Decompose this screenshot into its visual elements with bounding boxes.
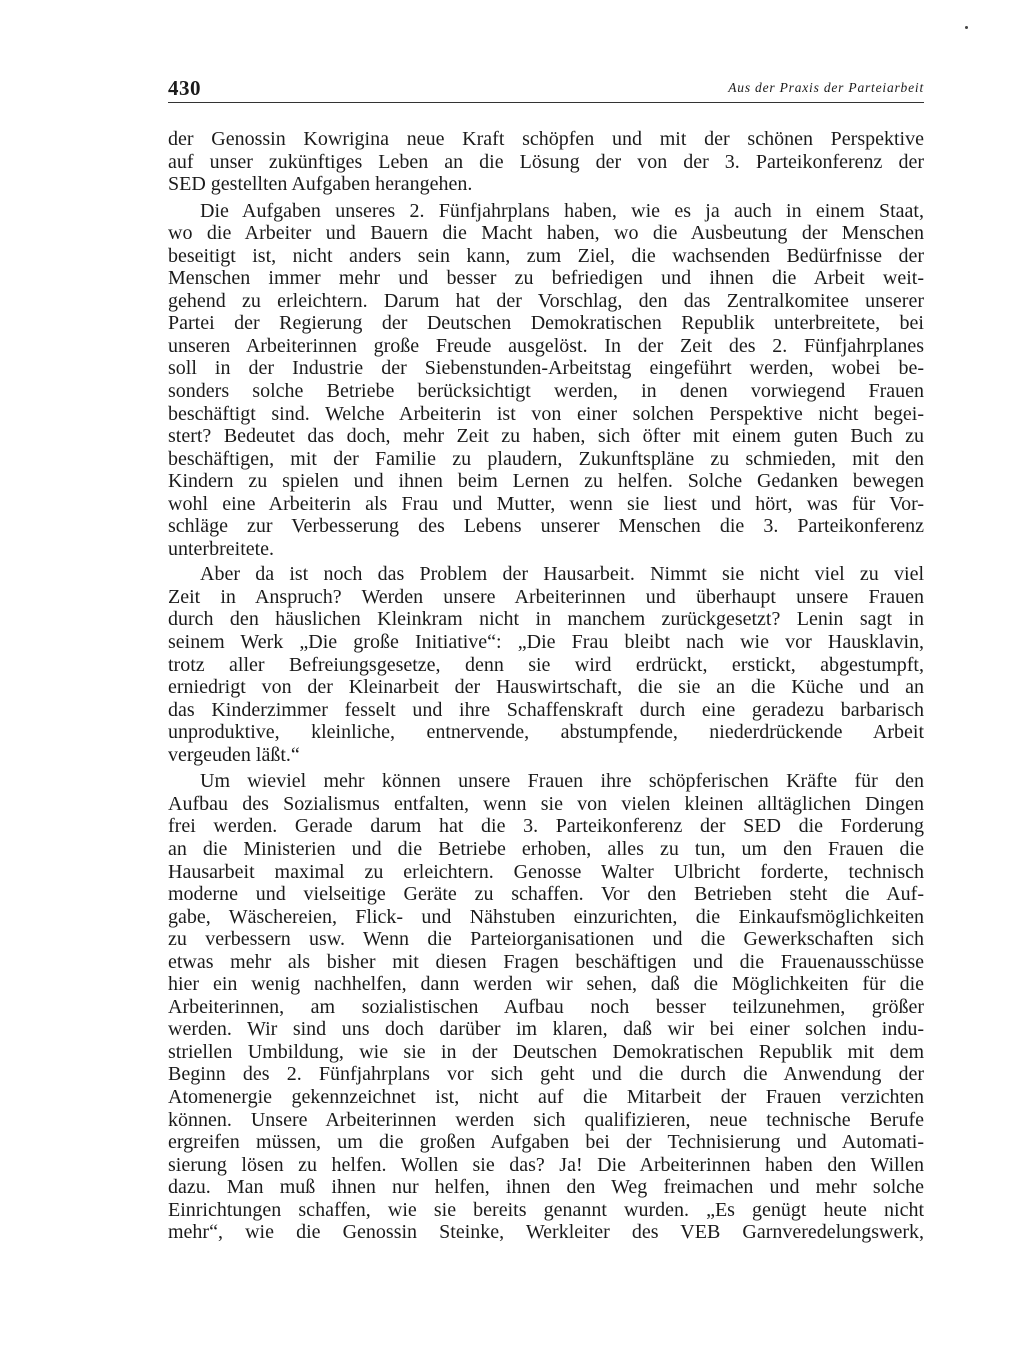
paragraph <box>168 563 924 766</box>
text-line: durch den häuslichen Kleinkram nicht in manchem zurückgesetzt? Lenin sagt in <box>168 608 924 631</box>
text-line: vergeuden läßt.“ <box>168 743 300 766</box>
text-line: schläge zur Verbesserung des Lebens unserer Menschen die 3. Parteikonferenz <box>168 515 924 538</box>
text-line: erniedrigt von der Kleinarbeit der Hauswirtschaft, die sie an die Küche und an <box>168 676 924 699</box>
scan-speck <box>965 26 968 29</box>
text-line: beseitigt ist, nicht anders sein kann, zum Ziel, die wachsenden Bedürfnisse der <box>168 244 924 267</box>
text-line: Hausarbeit maximal zu erleichtern. Genosse Walter Ulbricht forderte, technisch <box>168 860 924 883</box>
paragraph <box>168 128 924 196</box>
text-line: werden. Wir sind uns doch darüber im klaren, daß wir bei einer solchen indu- <box>168 1018 924 1041</box>
text-line: soll in der Industrie der Siebenstunden-Arbeitstag eingeführt werden, wobei be- <box>168 357 924 380</box>
text-line: zu verbessern usw. Wenn die Parteiorganisationen und die Gewerkschaften sich <box>168 928 924 951</box>
text-line: sonders solche Betriebe berücksichtigt werden, in denen vorwiegend Frauen <box>168 380 924 403</box>
text-line: beschäftigen, mit der Familie zu plaudern, Zukunftspläne zu schmieden, mit den <box>168 447 924 470</box>
text-line: auf unser zukünftiges Leben an die Lösung der von der 3. Parteikonferenz der <box>168 150 924 173</box>
text-line: seinem Werk „Die große Initiative“: „Die Frau bleibt nach wie vor Hausklavin, <box>168 631 924 654</box>
text-line: der Genossin Kowrigina neue Kraft schöpfen und mit der schönen Perspektive <box>168 128 924 150</box>
body-text <box>168 128 924 1244</box>
text-line: dazu. Man muß ihnen nur helfen, ihnen den Weg freimachen und mehr solche <box>168 1176 924 1199</box>
text-line: frei werden. Gerade darum hat die 3. Parteikonferenz der SED die Forderung <box>168 815 924 838</box>
text-line: gehend zu erleichtern. Darum hat der Vorschlag, den das Zentralkomitee unserer <box>168 289 924 312</box>
page-header <box>168 72 924 103</box>
text-line: etwas mehr als bisher mit diesen Fragen beschäftigen und die Frauenausschüsse <box>168 950 924 973</box>
text-line: unterbreitete. <box>168 537 275 560</box>
text-line: Einrichtungen schaffen, wie sie bereits genannt wurden. „Es genügt heute nicht <box>168 1198 924 1221</box>
text-line: wo die Arbeiter und Bauern die Macht haben, wo die Ausbeutung der Menschen <box>168 222 924 245</box>
text-line: mehr“, wie die Genossin Steinke, Werkleiter des VEB Garnveredelungswerk, <box>168 1221 924 1244</box>
text-line: Zeit in Anspruch? Werden unsere Arbeiterinnen und überhaupt unsere Frauen <box>168 585 924 608</box>
text-line: sierung lösen zu helfen. Wollen sie das? Ja! Die Arbeiterinnen haben den Willen <box>168 1153 924 1176</box>
text-line: Aber da ist noch das Problem der Hausarbeit. Nimmt sie nicht viel zu viel <box>200 563 924 586</box>
text-line: Atomenergie gekennzeichnet ist, nicht auf die Mitarbeit der Frauen verzichten <box>168 1085 924 1108</box>
text-line: hier ein wenig nachhelfen, dann werden wir sehen, daß die Möglichkeiten für die <box>168 973 924 996</box>
text-line: striellen Umbildung, wie sie in der Deutschen Demokratischen Republik mit dem <box>168 1040 924 1063</box>
text-line: Aufbau des Sozialismus entfalten, wenn sie von vielen kleinen alltäglichen Dingen <box>168 792 924 815</box>
text-line: Die Aufgaben unseres 2. Fünfjahrplans haben, wie es ja auch in einem Staat, <box>200 199 924 222</box>
text-line: Menschen immer mehr und besser zu befriedigen und ihnen die Arbeit weit- <box>168 267 924 290</box>
paragraph <box>168 770 924 1243</box>
text-line: können. Unsere Arbeiterinnen werden sich qualifizieren, neue technische Berufe <box>168 1108 924 1131</box>
paragraph <box>168 200 924 561</box>
text-line: Partei der Regierung der Deutschen Demokratischen Republik unterbreitete, bei <box>168 312 924 335</box>
page-number: 430 <box>168 76 201 100</box>
text-line: beschäftigt sind. Welche Arbeiterin ist von einer solchen Perspektive nicht begei- <box>168 402 924 425</box>
text-line: Arbeiterinnen, am sozialistischen Aufbau noch besser teilzunehmen, größer <box>168 995 924 1018</box>
text-line: Um wieviel mehr können unsere Frauen ihre schöpferischen Kräfte für den <box>200 770 924 793</box>
text-line: stert? Bedeutet das doch, mehr Zeit zu haben, sich öfter mit einem guten Buch zu <box>168 425 924 448</box>
text-line: Kindern zu spielen und ihnen beim Lernen zu helfen. Solche Gedanken bewegen <box>168 470 924 493</box>
text-line: moderne und vielseitige Geräte zu schaffen. Vor den Betrieben steht die Auf- <box>168 883 924 906</box>
text-line: SED gestellten Aufgaben herangehen. <box>168 173 473 196</box>
text-line: ergreifen müssen, um die großen Aufgaben bei der Technisierung und Automati- <box>168 1131 924 1154</box>
document-page <box>168 72 924 1244</box>
text-line: unproduktive, kleinliche, entnervende, abstumpfende, niederdrückende Arbeit <box>168 721 924 744</box>
text-line: trotz aller Befreiungsgesetze, denn sie wird erdrückt, erstickt, abgestumpft, <box>168 653 924 676</box>
text-line: an die Ministerien und die Betriebe erhoben, alles zu tun, um den Frauen die <box>168 837 924 860</box>
running-title: Aus der Praxis der Parteiarbeit <box>728 80 924 95</box>
text-line: unseren Arbeiterinnen große Freude ausgelöst. In der Zeit des 2. Fünfjahrplanes <box>168 334 924 357</box>
text-line: wohl eine Arbeiterin als Frau und Mutter, wenn sie liest und hört, was für Vor- <box>168 492 924 515</box>
text-line: Beginn des 2. Fünfjahrplans vor sich geht und die durch die Anwendung der <box>168 1063 924 1086</box>
text-line: das Kinderzimmer fesselt und ihre Schaffenskraft durch eine geradezu barbarisch <box>168 698 924 721</box>
text-line: gabe, Wäschereien, Flick- und Nähstuben einzurichten, die Einkaufsmöglichkeiten <box>168 905 924 928</box>
